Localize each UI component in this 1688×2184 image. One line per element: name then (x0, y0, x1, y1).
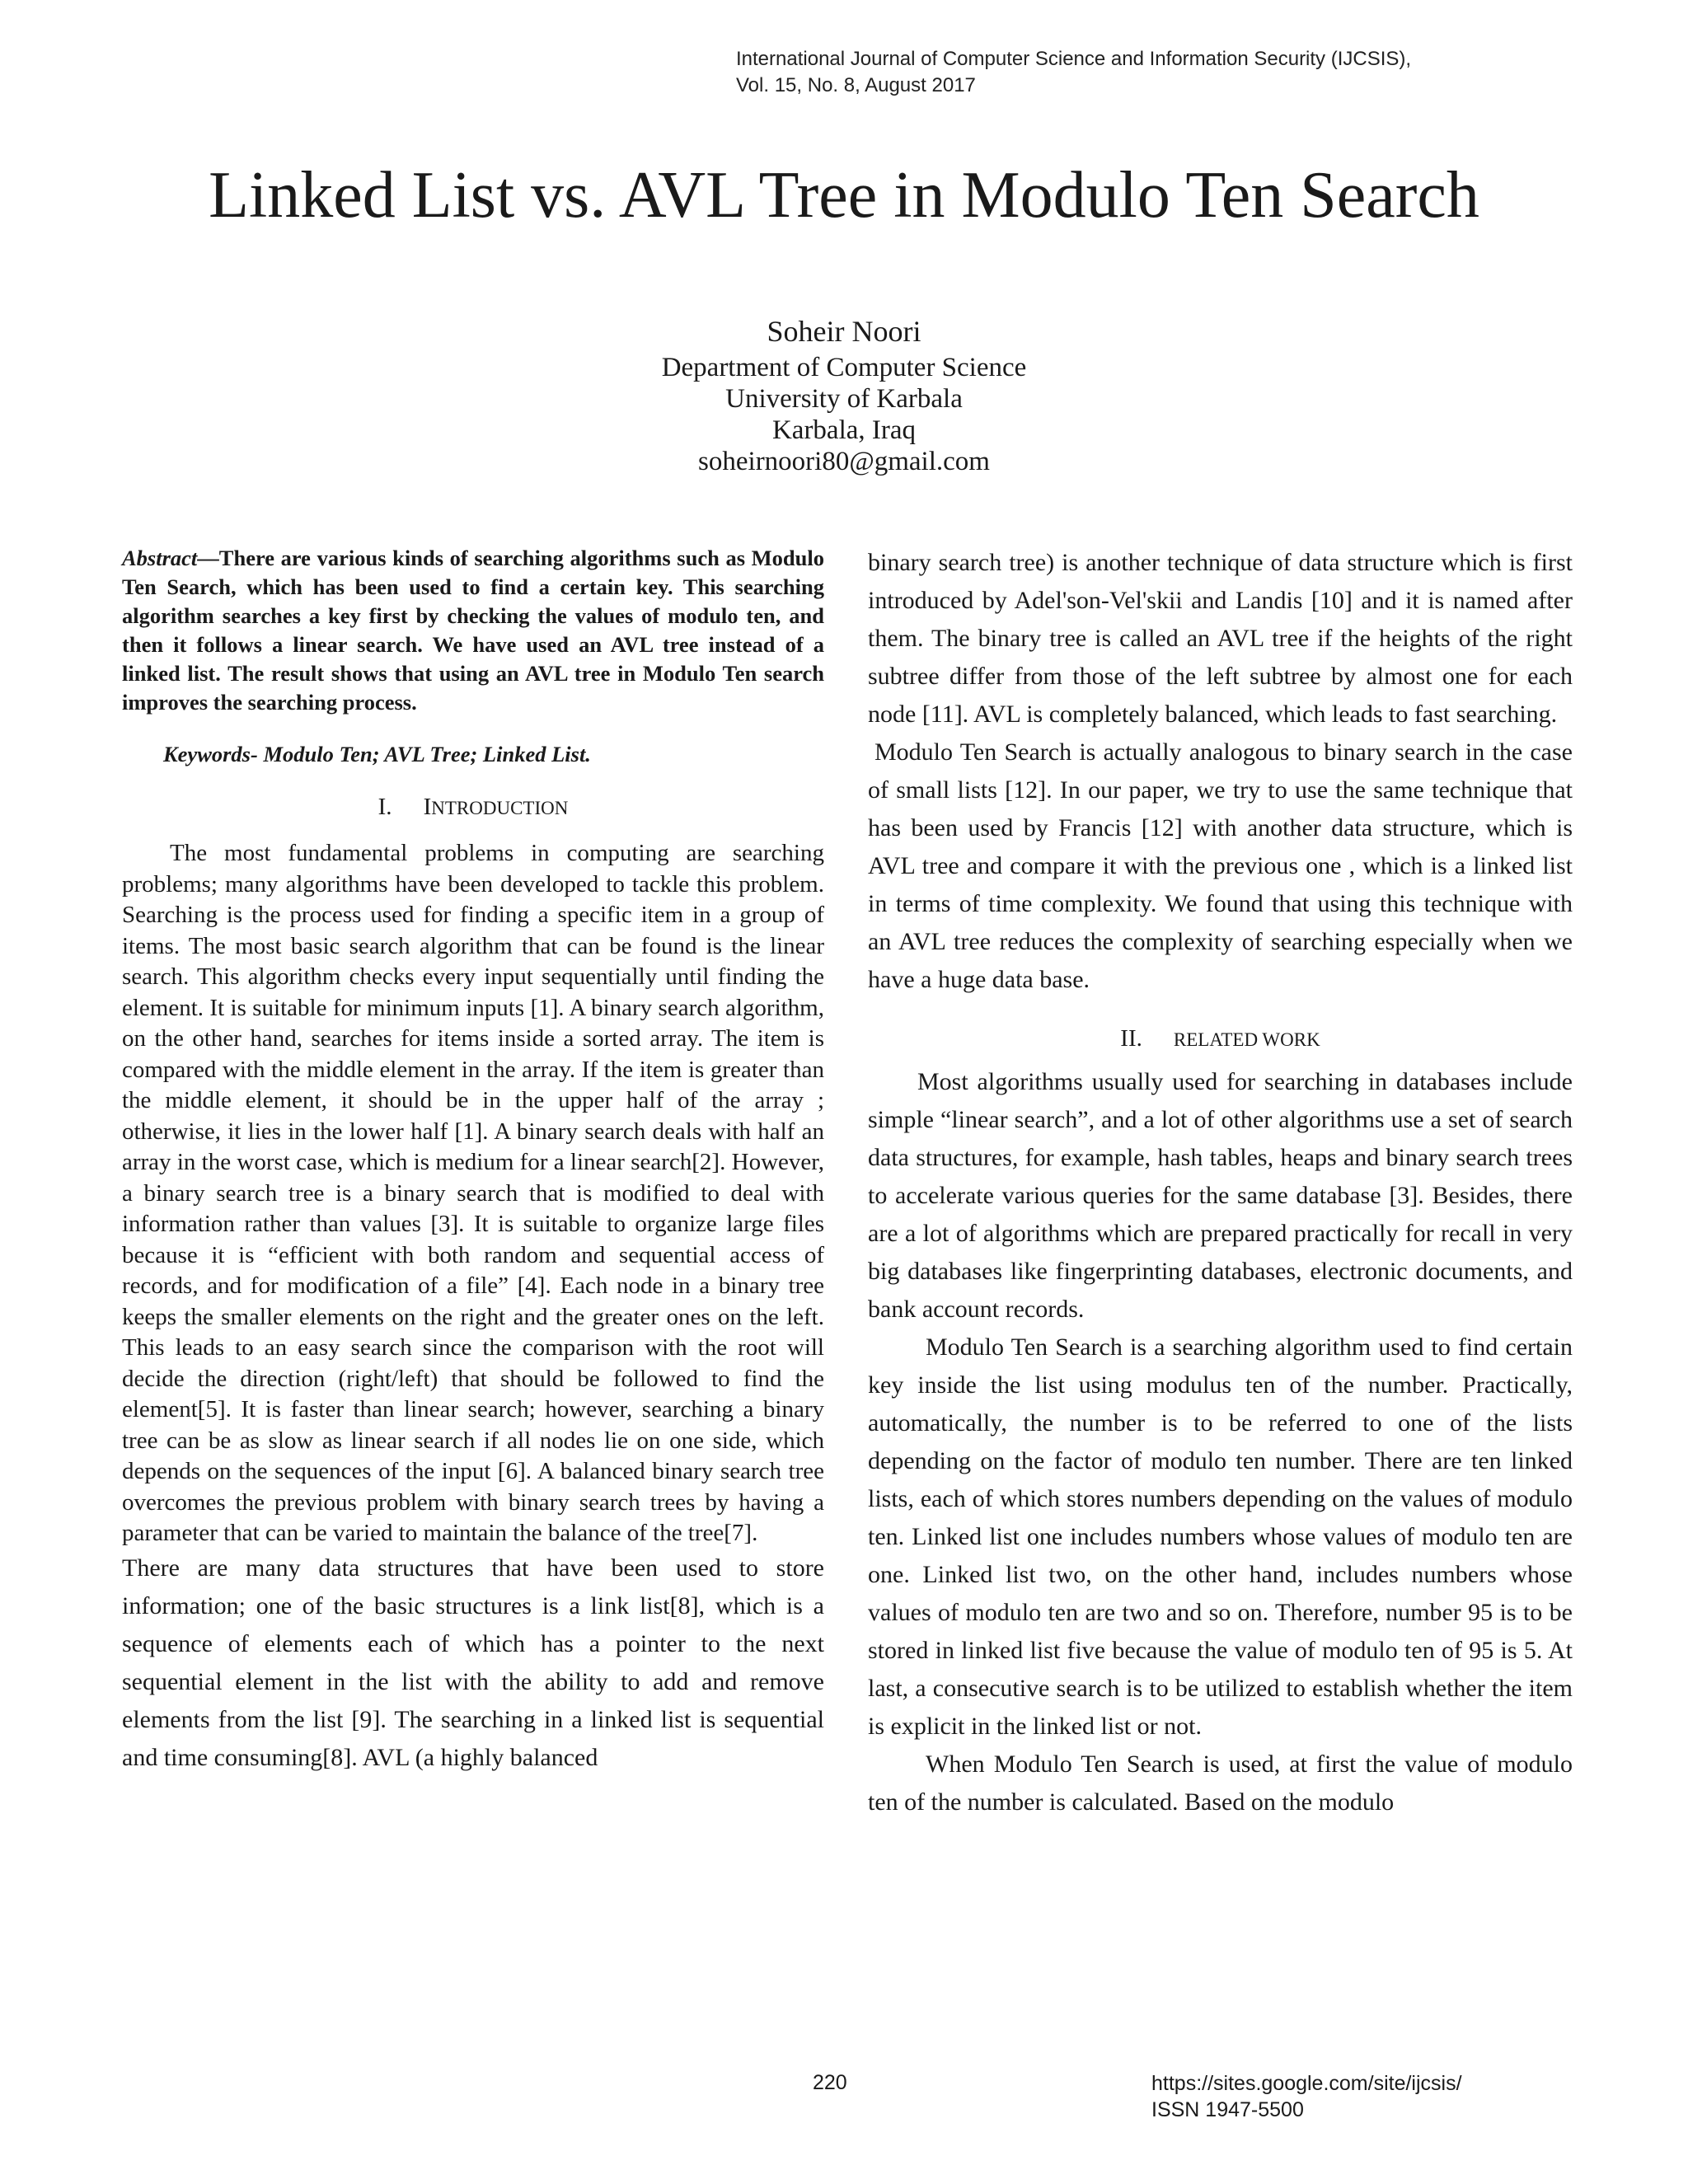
author-block (0, 314, 1688, 477)
section-title-initial: I (423, 794, 432, 820)
body-paragraph: Modulo Ten Search is a searching algorithm used to find certain key inside the list using modulus ten of the number. Practically, automatically, the number is to be referred to one of the lists depending on the factor of modulo ten number. There are ten linked lists, each of which stores numbers depending on the values of modulo ten. Linked list one includes numbers whose values of modulo ten are one. Linked list two, on the other hand, includes numbers whose values of modulo ten are two and so on. Therefore, number 95 is to be stored in linked list five because the value of modulo ten of 95 is 5. At last, a consecutive search is to be utilized to establish whether the item is explicit in the linked list or not. (868, 1333, 1573, 1740)
footer-info (1151, 2070, 1462, 2123)
author-email: soheirnoori80@gmail.com (698, 447, 990, 476)
keywords: Keywords- Modulo Ten; AVL Tree; Linked List. (163, 742, 591, 766)
abstract-label: Abstract (122, 546, 198, 570)
journal-header (736, 46, 1411, 99)
section-heading-introduction (122, 792, 824, 823)
journal-volume: Vol. 15, No. 8, August 2017 (736, 74, 976, 96)
right-column (868, 544, 1573, 1821)
intro-paragraph: There are many data structures that have been used to store information; one of the basic structures is a link list[8], which is a sequence of elements each of which has a pointer to the next sequential element in the list with the ability to add and remove elements from the list [9]. The searching in a linked list is sequential and time consuming[8]. AVL (a highly balanced (122, 1554, 824, 1771)
abstract (122, 544, 824, 717)
author-name: Soheir Noori (767, 315, 921, 348)
body-paragraph: Modulo Ten Search is actually analogous to binary search in the case of small lists [12]. In our paper, we try to use the same technique that has been used by Francis [12] with another data structure, which is AVL tree and compare it with the previous one , which is a linked list in terms of time complexity. We found that using this technique with an AVL tree reduces the complexity of searching especially when we have a huge data base. (868, 738, 1573, 993)
journal-name: International Journal of Computer Science and Information Security (IJCSIS), (736, 48, 1412, 70)
issn: ISSN 1947-5500 (1151, 2098, 1304, 2121)
section-title: RELATED WORK (1173, 1029, 1320, 1050)
section-heading-related-work (868, 1024, 1573, 1055)
section-number: I. (377, 794, 392, 820)
left-column (122, 544, 824, 1777)
body-paragraph: Most algorithms usually used for searching in databases include simple “linear search”, and a lot of other algorithms use a set of search data structures, for example, hash tables, heaps and binary search trees to accelerate various queries for the same database [3]. Besides, there are a lot of algorithms which are prepared practically for recall in very big databases like fingerprinting databases, electronic documents, and bank account records. (868, 1068, 1573, 1323)
body-paragraph: binary search tree) is another technique of data structure which is first introduced by Adel'son-Vel'skii and Landis [10] and it is named after them. The binary tree is called an AVL tree if the heights of the right subtree differ from those of the left subtree by almost one for each node [11]. AVL is completely balanced, which leads to fast searching. (868, 549, 1573, 728)
intro-paragraph: The most fundamental problems in computing are searching problems; many algorithms have been developed to tackle this problem. Searching is the process used for finding a specific item in a group of items. The most basic search algorithm that can be found is the linear search. This algorithm checks every input sequentially until finding the element. It is suitable for minimum inputs [1]. A binary search algorithm, on the other hand, searches for items inside a sorted array. The item is compared with the middle element in the array. If the item is greater than the middle element, it should be in the upper half of the array ; otherwise, it lies in the lower half [1]. A binary search deals with half an array in the worst case, which is medium for a linear search[2]. However, a binary search tree is a binary search that is modified to deal with information rather than values [3]. It is suitable to organize large files because it is “efficient with both random and sequential access of records, and for modification of a file” [4]. Each node in a binary tree keeps the smaller elements on the right and the greater ones on the left. This leads to an easy search since the comparison with the root will decide the direction (right/left) that should be followed to find the element[5]. It is faster than linear search; however, searching a binary tree can be as slow as linear search if all nodes lie on one side, which depends on the sequences of the input [6]. A balanced binary search tree overcomes the previous problem with binary search trees by having a parameter that can be varied to maintain the balance of the tree[7]. (122, 840, 824, 1546)
author-university: University of Karbala (725, 384, 963, 414)
section-number: II. (1120, 1025, 1142, 1052)
author-location: Karbala, Iraq (771, 415, 917, 445)
journal-url: https://sites.google.com/site/ijcsis/ (1151, 2072, 1462, 2095)
abstract-text: —There are various kinds of searching algorithms such as Modulo Ten Search, which has been used to find a certain key. This searching algorithm searches a key first by checking the values of modulo ten, and then it follows a linear search. We have used an AVL tree instead of a linked list. The result shows that using an AVL tree in Modulo Ten search improves the searching process. (122, 546, 824, 715)
body-paragraph: When Modulo Ten Search is used, at first the value of modulo ten of the number is calculated. Based on the modulo (868, 1750, 1573, 1816)
section-title-rest: NTRODUCTION (431, 798, 569, 818)
page-number: 220 (813, 2071, 847, 2094)
author-department: Department of Computer Science (661, 353, 1027, 382)
paper-title: Linked List vs. AVL Tree in Modulo Ten Search (209, 159, 1479, 232)
